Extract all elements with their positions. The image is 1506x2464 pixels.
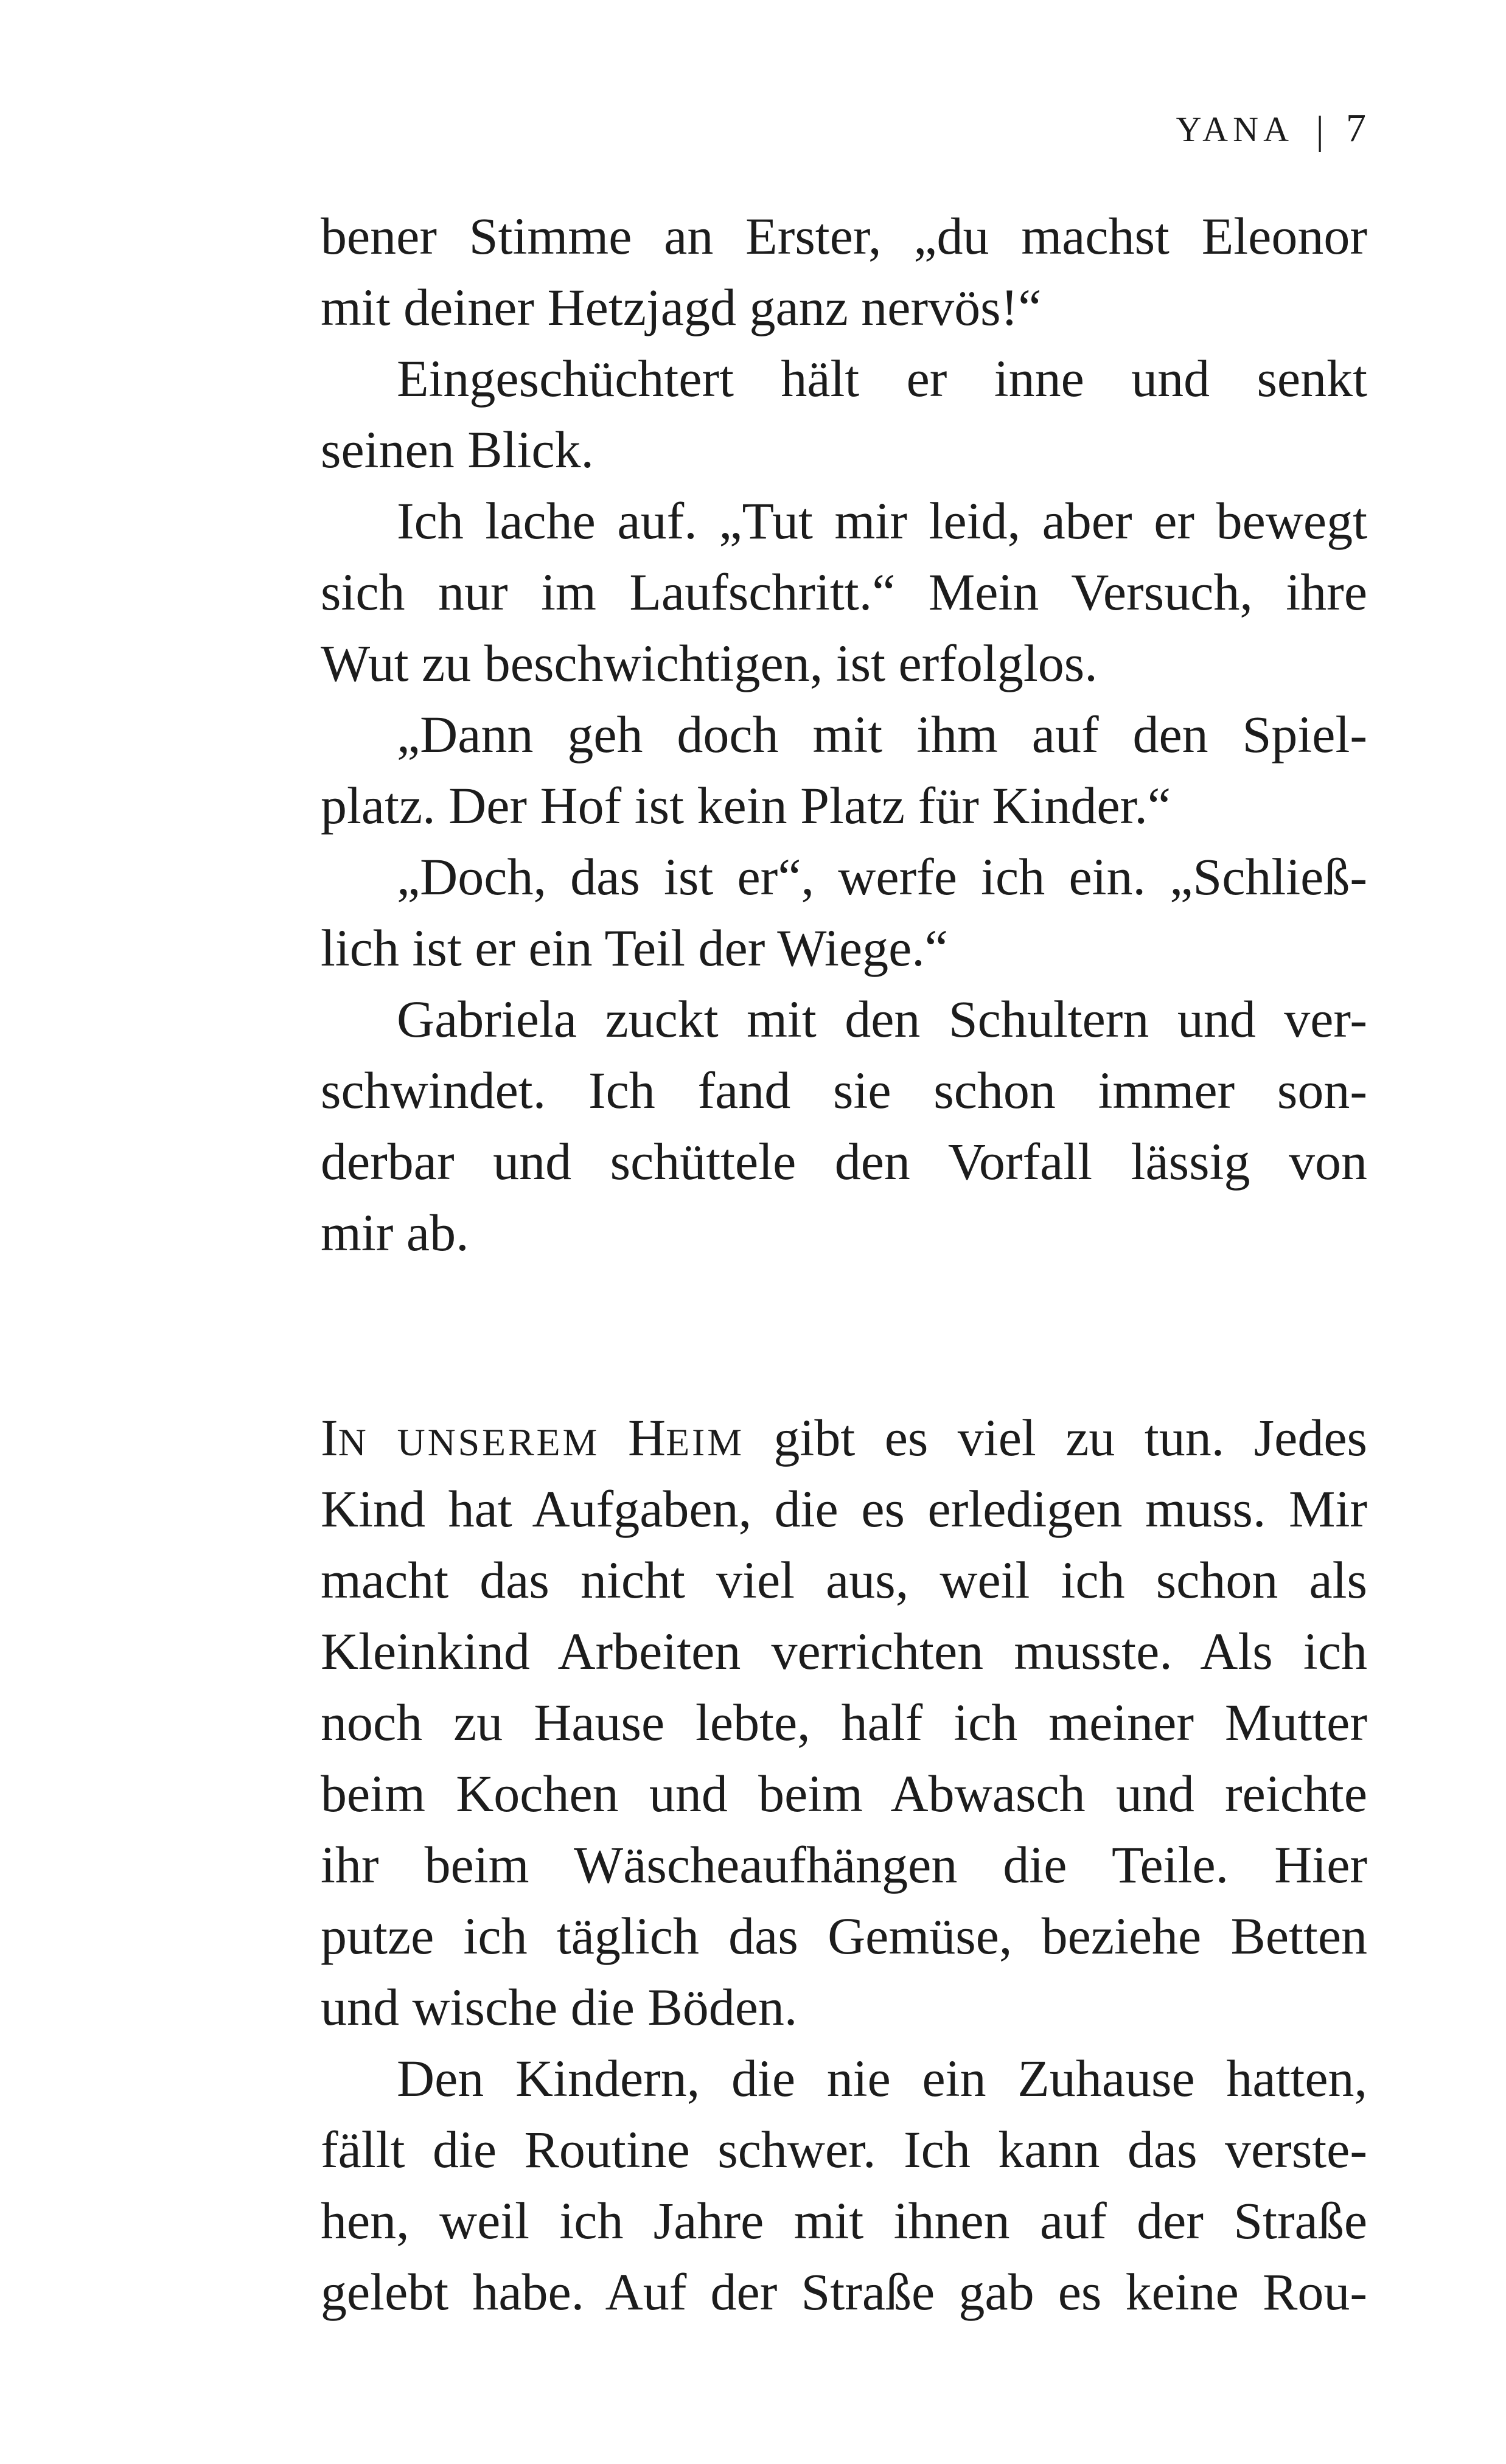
header-separator: | [1316, 108, 1324, 153]
text-line: und wische die Böden. [321, 1978, 798, 2036]
text-line: hen, weil ich Jahre mit ihnen auf der Straße [321, 2191, 1367, 2250]
text-line: derbar und schüttele den Vorfall lässig von [321, 1132, 1367, 1191]
running-title: YANA [1176, 110, 1294, 149]
text-line: seinen Blick. [321, 420, 594, 479]
text-line: gelebt habe. Auf der Straße gab es keine Rou- [321, 2263, 1367, 2321]
text-line: ihr beim Wäscheaufhängen die Teile. Hier [321, 1836, 1367, 1894]
text-line: Kind hat Aufgaben, die es erledigen muss. Mir [321, 1480, 1367, 1538]
text-line: Ich lache auf. „Tut mir leid, aber er bewegt [397, 492, 1367, 550]
section-1-text [321, 201, 1367, 1269]
text-line: macht das nicht viel aus, weil ich schon als [321, 1551, 1367, 1609]
small-caps-lead: IN UNSEREM HEIM [321, 1408, 744, 1467]
text-line: Gabriela zuckt mit den Schultern und ver- [397, 990, 1367, 1048]
text-line: schwindet. Ich fand sie schon immer son- [321, 1061, 1367, 1119]
text-line: putze ich täglich das Gemüse, beziehe Betten [321, 1907, 1367, 1965]
section-2-text [321, 1402, 1367, 2328]
text-line: „Dann geh doch mit ihm auf den Spiel- [397, 705, 1367, 764]
text-line: Wut zu beschwichtigen, ist erfolglos. [321, 634, 1098, 692]
text-line: mit deiner Hetzjagd ganz nervös!“ [321, 278, 1042, 336]
text-line: Eingeschüchtert hält er inne und senkt [397, 349, 1367, 408]
text-line: Den Kindern, die nie ein Zuhause hatten, [397, 2049, 1367, 2107]
text-line: platz. Der Hof ist kein Platz für Kinder.“ [321, 776, 1171, 835]
text-line: „Doch, das ist er“, werfe ich ein. „Schließ- [397, 847, 1367, 906]
text-line: fällt die Routine schwer. Ich kann das verste- [321, 2120, 1367, 2179]
page-number: 7 [1346, 106, 1366, 150]
text-line: beim Kochen und beim Abwasch und reichte [321, 1764, 1367, 1823]
text-line: noch zu Hause lebte, half ich meiner Mutter [321, 1693, 1367, 1752]
text-line: lich ist er ein Teil der Wiege.“ [321, 919, 948, 977]
section-opening-line: IN UNSEREM HEIM gibt es viel zu tun. Jedes [321, 1408, 1367, 1467]
text-line: mir ab. [321, 1203, 469, 1262]
text-line: Kleinkind Arbeiten verrichten musste. Als ich [321, 1622, 1367, 1680]
text-line: bener Stimme an Erster, „du machst Eleonor [321, 207, 1367, 265]
running-head [1176, 106, 1366, 153]
text-line: sich nur im Laufschritt.“ Mein Versuch, ihre [321, 563, 1367, 621]
